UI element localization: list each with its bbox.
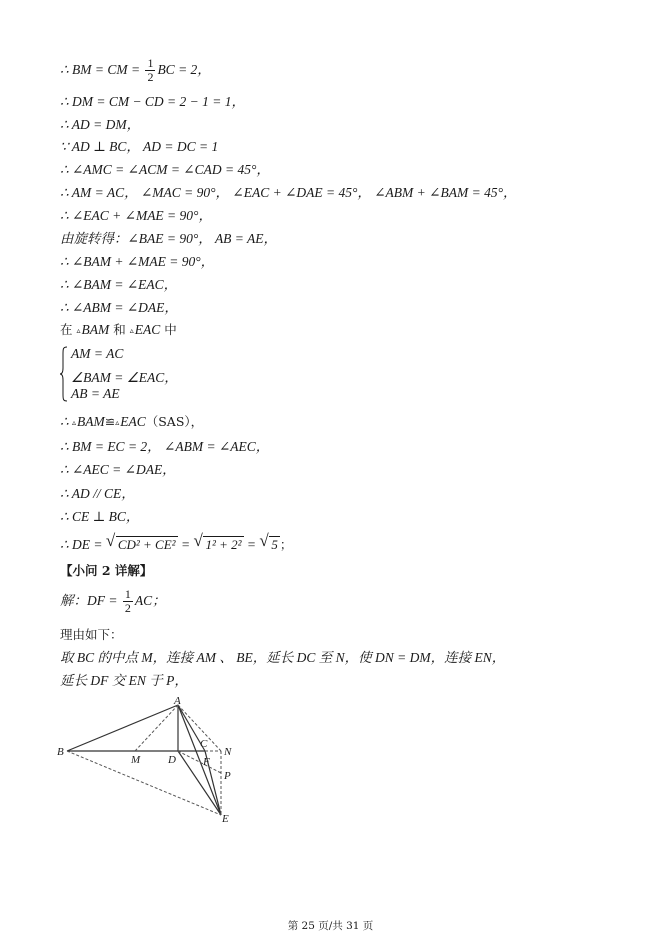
line-de-length: [60, 531, 293, 553]
text-eac: EAC: [120, 414, 146, 429]
text-de-equals: ∴ DE =: [60, 537, 106, 552]
line-ad-parallel-ce: ∴ AD // CE，: [60, 486, 135, 501]
left-brace-icon: [60, 346, 68, 402]
label-f: F: [203, 756, 210, 768]
text-zai: 在: [60, 322, 73, 337]
text-eac: EAC: [134, 322, 161, 337]
line-ce-perp-bc: ∴ CE ⊥ BC，: [60, 509, 140, 524]
triangle-icon: ▵: [71, 418, 76, 427]
fraction-denominator: 2: [147, 70, 154, 84]
segment-am: [135, 705, 178, 751]
radicand-1-2: 1² + 2²: [205, 537, 242, 552]
congruent-symbol: ≌: [104, 414, 116, 429]
radical-1-2: [193, 531, 243, 553]
label-n: N: [224, 746, 232, 758]
segment-be: [67, 751, 221, 815]
line-bm-ec: ∴ BM = EC = 2， ∠ABM = ∠AEC，: [60, 439, 270, 454]
radicand-cd-ce: CD² + CE²: [117, 537, 176, 552]
line-rotation: 由旋转得：∠BAE = 90°， AB = AE，: [60, 231, 278, 246]
triangle-icon: ▵: [76, 326, 81, 335]
equals-sign: =: [243, 537, 260, 552]
text-ac: AC；: [134, 593, 166, 608]
line-reason: 理由如下：: [60, 627, 123, 642]
line-extend-df: 延长 DF 交 EN 于 P，: [60, 673, 188, 688]
line-ad-dm: ∴ AD = DM，: [60, 117, 141, 132]
page-footer: 第 25 页/共 31 页: [287, 920, 374, 932]
text-he: 和: [113, 322, 126, 337]
text-bam: BAM: [76, 414, 105, 429]
line-construction: 取 BC 的中点 M，连接 AM 、 BE，延长 DC 至 N，使 DN = DM，连接 EN，: [60, 650, 506, 665]
radicand-5: 5: [271, 537, 278, 552]
radical-cd-ce: [105, 531, 178, 553]
line-bm-cm: [60, 57, 211, 84]
geometry-figure: [55, 695, 255, 825]
fraction-numerator: 1: [124, 587, 131, 601]
label-b: B: [57, 746, 64, 758]
triangle-icon: ▵: [129, 326, 134, 335]
fraction-numerator: 1: [147, 56, 154, 70]
equals-sign: =: [177, 537, 194, 552]
triangle-icon: ▵: [115, 418, 120, 427]
label-d: D: [168, 754, 176, 766]
system-eq-3: AB = AE: [71, 386, 120, 401]
label-a: A: [174, 695, 181, 707]
line-in-triangles: [60, 322, 177, 339]
segment-dp: [178, 751, 221, 773]
line-am-ac: ∴ AM = AC， ∠MAC = 90°， ∠EAC + ∠DAE = 45°， ∠ABM + ∠BAM = 45°，: [60, 185, 517, 200]
segment-ab: [67, 705, 178, 751]
text-bam: BAM: [81, 322, 110, 337]
line-congruent: ∴ ▵BAM≌▵EAC（SAS），: [60, 414, 204, 429]
line-df-half-ac: [60, 588, 166, 615]
label-m: M: [131, 754, 141, 766]
text-semicolon: ；: [279, 537, 293, 552]
fraction-denominator: 2: [124, 601, 131, 615]
label-p: P: [224, 770, 231, 782]
text-df-equals: 解：DF =: [60, 593, 121, 608]
text-zhong: 中: [164, 322, 177, 337]
label-c: C: [200, 738, 208, 750]
line-bam-eac: ∴ ∠BAM = ∠EAC，: [60, 277, 178, 292]
line-eac-mae: ∴ ∠EAC + ∠MAE = 90°，: [60, 208, 212, 223]
fraction-one-half: [145, 57, 155, 84]
sqrt-icon: √: [105, 531, 116, 550]
fraction-one-half: [123, 588, 133, 615]
line-bam-mae: ∴ ∠BAM + ∠MAE = 90°，: [60, 254, 215, 269]
line-angles-45: ∴ ∠AMC = ∠ACM = ∠CAD = 45°，: [60, 162, 270, 177]
system-eq-2: ∠BAM = ∠EAC，: [71, 370, 178, 385]
line-abm-dae: ∴ ∠ABM = ∠DAE，: [60, 300, 178, 315]
text-bc-equals: BC = 2，: [157, 62, 211, 77]
system-eq-1: AM = AC: [71, 346, 124, 361]
line-ad-perp-bc: ∵ AD ⊥ BC， AD = DC = 1: [60, 139, 219, 154]
text-sas: （SAS），: [145, 414, 204, 429]
sqrt-icon: √: [259, 531, 269, 550]
label-e: E: [222, 813, 229, 825]
section-heading: 【小问 2 详解】: [60, 563, 153, 578]
radical-5: [259, 531, 280, 553]
sqrt-icon: √: [193, 531, 203, 550]
text-bm-cm: ∴ BM = CM =: [60, 62, 144, 77]
line-aec-dae: ∴ ∠AEC = ∠DAE，: [60, 462, 176, 477]
line-dm: ∴ DM = CM − CD = 2 − 1 = 1，: [60, 94, 246, 109]
